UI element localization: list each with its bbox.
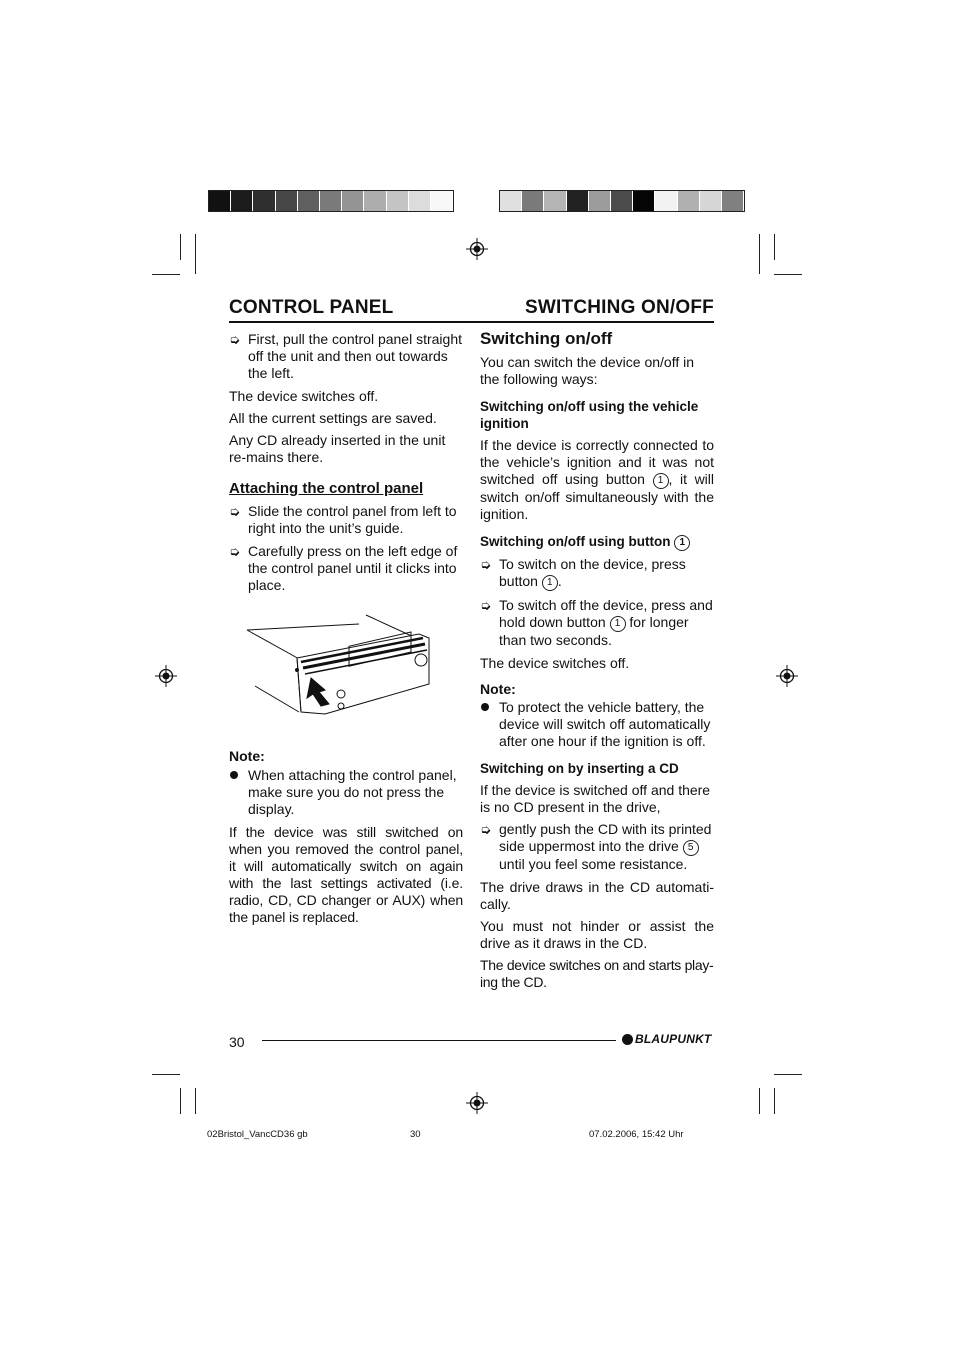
arrow-icon: ➭ [480,557,491,572]
paragraph: The device switches off. [229,388,379,404]
drive-number-badge: 5 [683,840,699,856]
crop-mark [180,1088,181,1114]
control-panel-illustration [229,612,463,732]
color-swatch [209,191,231,211]
note-item: When attaching the control panel, make sure you do not press the display. [229,767,463,818]
color-swatch [700,191,722,211]
print-page: 30 [410,1129,421,1140]
arrow-icon: ➭ [229,504,240,519]
button-number-badge: 1 [610,616,626,632]
color-swatch [342,191,364,211]
instruction-step: ➭ First, pull the control panel straight off the unit and then out towards the left. [229,331,462,381]
arrow-icon: ➭ [229,544,240,559]
subheading-attaching: Attaching the control panel [229,480,424,497]
instruction-step: ➭ To switch off the device, press and hold down button 1 for longer than two seconds. [480,597,713,648]
arrow-icon: ➭ [480,822,491,837]
instruction-step: ➭ Carefully press on the left edge of the control panel until it clicks into place. [229,543,458,593]
button-number-badge: 1 [542,575,558,591]
color-swatch-bar-right [499,190,745,212]
instruction-step: ➭ To switch on the device, press button 1 . [480,556,686,589]
crop-mark [180,234,181,260]
color-swatch [276,191,298,211]
footer-rule [262,1040,616,1041]
crop-mark [759,1088,760,1114]
subheading-ignition: Switching on/off using the vehicle ignition [480,399,699,431]
header-rule [229,321,714,323]
crop-mark [774,1088,775,1114]
crop-mark [774,274,802,275]
crop-mark [774,234,775,260]
color-swatch [522,191,544,211]
note-label: Note: [480,681,516,697]
subheading-switching: Switching on/off [480,329,613,348]
paragraph: The device switches off. [480,655,630,671]
print-timestamp: 07.02.2006, 15:42 Uhr [589,1129,684,1140]
crop-mark [152,274,180,275]
color-swatch [633,191,655,211]
instruction-step: ➭ gently push the CD with its printed side uppermost into the drive 5 until you feel some resistance. [480,821,712,872]
color-swatch [678,191,700,211]
paragraph: All the current settings are saved. [229,410,437,426]
color-swatch [231,191,253,211]
paragraph: Any CD already inserted in the unit re-mains there. [229,432,446,465]
color-swatch [722,191,744,211]
color-swatch [409,191,431,211]
paragraph: You must not hinder or assist the drive as it draws in the CD. [480,918,714,951]
paragraph: The device switches on and starts play-ing the CD. [480,957,714,990]
crop-mark [195,234,196,274]
page-number: 30 [229,1034,245,1050]
crop-mark [759,234,760,274]
color-swatch [611,191,633,211]
crop-mark [152,1074,180,1075]
color-swatch [387,191,409,211]
button-number-badge: 1 [653,473,669,489]
paragraph: You can switch the device on/off in the following ways: [480,354,695,387]
arrow-icon: ➭ [480,598,491,613]
button-number-badge: 1 [674,535,690,551]
color-swatch [589,191,611,211]
color-swatch [567,191,589,211]
left-column [229,331,463,931]
color-swatch [298,191,320,211]
print-filename: 02Bristol_VancCD36 gb [207,1129,308,1140]
subheading-insert-cd: Switching on by inserting a CD [480,761,679,776]
color-swatch [364,191,386,211]
instruction-step: ➭ Slide the control panel from left to right into the unit’s guide. [229,503,457,536]
registration-mark-icon [466,1092,488,1114]
bullet-icon [481,703,489,711]
paragraph: The drive draws in the CD automati-cally. [480,879,714,912]
note-item: To protect the vehicle battery, the device will switch off automatically after one hour if the ignition is off. [480,699,714,750]
registration-mark-icon [155,665,177,687]
section-title-right: SWITCHING ON/OFF [525,297,714,318]
arrow-icon: ➭ [229,332,240,347]
color-swatch [655,191,677,211]
registration-mark-icon [776,665,798,687]
color-swatch [500,191,522,211]
color-swatch [544,191,566,211]
brand-dot-icon [622,1034,633,1045]
paragraph: If the device is switched off and there is no CD present in the drive, [480,782,711,815]
color-swatch [253,191,275,211]
crop-mark [774,1074,802,1075]
color-swatch [320,191,342,211]
right-column [480,330,714,996]
bullet-icon [230,771,238,779]
color-swatch [431,191,453,211]
crop-mark [195,1088,196,1114]
subheading-button: Switching on/off using button 1 [480,533,714,551]
note-label: Note: [229,748,265,764]
registration-mark-icon [466,238,488,260]
paragraph: If the device is correctly connected to the vehicle’s ignition and it was not switched off using button 1 , it will switch on/off simultaneously with the ignition. [480,437,715,522]
paragraph: If the device was still switched on when you removed the control panel, it will automatically switch on again with the last settings activated (i.e. radio, CD, CD changer or AUX) when the panel is replaced. [229,824,463,925]
brand-logo: BLAUPUNKT [622,1032,711,1046]
section-title-left: CONTROL PANEL [229,297,394,318]
color-swatch-bar-left [208,190,454,212]
